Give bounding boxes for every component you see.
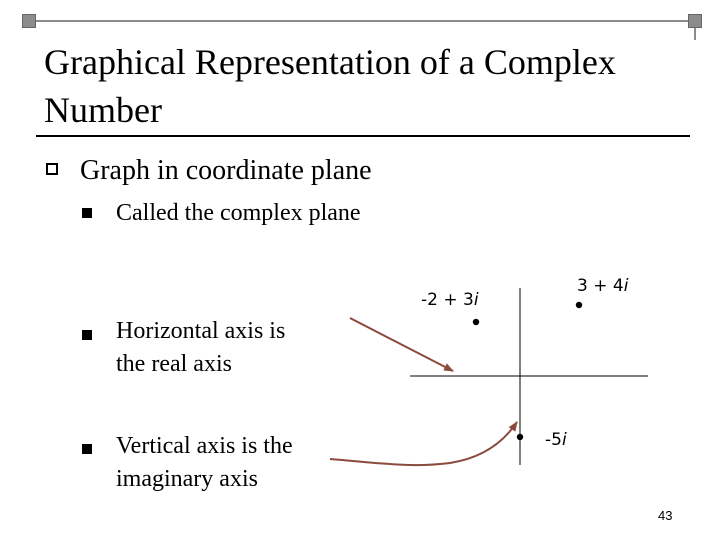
- page-number: 43: [658, 508, 673, 523]
- slide-title: Graphical Representation of a Complex Number: [44, 42, 616, 130]
- sub-bullet-imaginary-axis: Vertical axis is the imaginary axis: [116, 433, 293, 492]
- point-neg5i: [517, 434, 523, 440]
- label-neg5i: -5i: [545, 430, 567, 450]
- arrow-to-imaginary-axis: [330, 422, 517, 465]
- arrow-to-real-axis: [350, 318, 453, 371]
- label-3-plus-4i: 3 + 4i: [577, 276, 629, 296]
- main-bullet-text: Graph in coordinate plane: [80, 155, 372, 186]
- label-neg2-plus-3i: -2 + 3i: [421, 290, 479, 310]
- sub-bullet-complex-plane: Called the complex plane: [116, 200, 361, 226]
- point-neg2-plus-3i: [473, 319, 479, 325]
- point-3-plus-4i: [576, 302, 582, 308]
- sub-bullet-real-axis: Horizontal axis is the real axis: [116, 318, 286, 377]
